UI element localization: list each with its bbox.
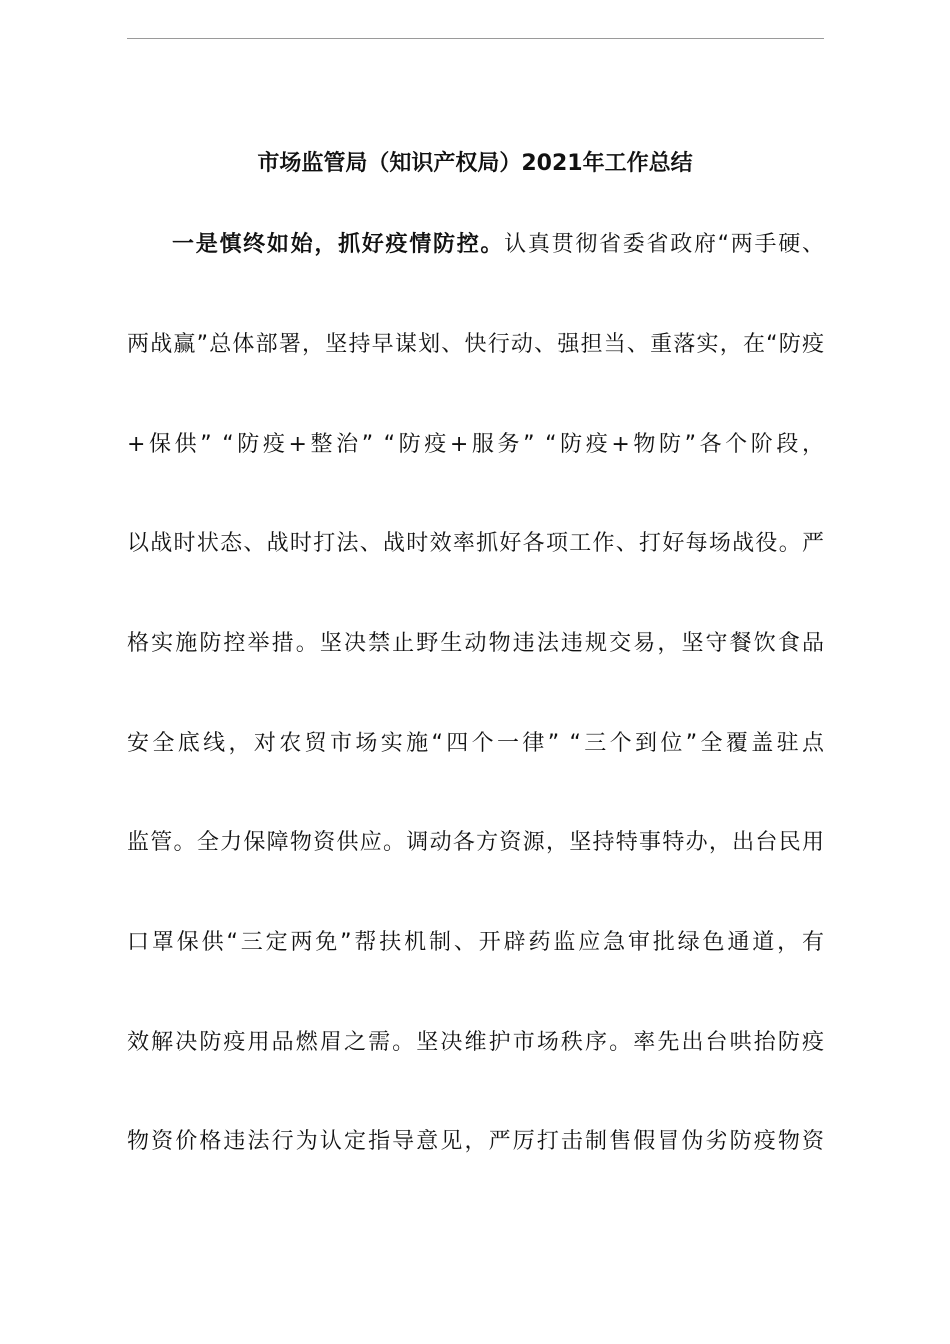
paragraph-line-7: 监管。全力保障物资供应。调动各方资源，坚持特事特办，出台民用 [127,830,824,855]
document-title: 市场监管局（知识产权局）2021年工作总结 [257,151,693,176]
paragraph-line-6: 安全底线，对农贸市场实施“四个一律” “三个到位”全覆盖驻点 [127,731,824,756]
paragraph-line-5: 格实施防控举措。坚决禁止野生动物违法违规交易，坚守餐饮食品 [127,631,824,656]
paragraph-line-4: 以战时状态、战时打法、战时效率抓好各项工作、打好每场战役。严 [127,531,824,556]
paragraph-line-9: 效解决防疫用品燃眉之需。坚决维护市场秩序。率先出台哄抬防疫 [127,1030,824,1055]
header-rule [127,38,824,39]
paragraph-line-1 [127,227,824,263]
paragraph-line-10: 物资价格违法行为认定指导意见，严厉打击制售假冒伪劣防疫物资 [127,1129,824,1154]
paragraph-lead: 一是慎终如始，抓好疫情防控。 [172,232,505,257]
paragraph-line-8: 口罩保供“三定两免”帮扶机制、开辟药监应急审批绿色通道，有 [127,930,824,955]
paragraph-line-3: +保供” “防疫+整治” “防疫+服务” “防疫+物防”各个阶段， [127,432,824,457]
paragraph-line-1-text: 认真贯彻省委省政府“两手硬、 [504,232,824,257]
paragraph-line-2: 两战赢”总体部署，坚持早谋划、快行动、强担当、重落实，在“防疫 [127,332,824,357]
